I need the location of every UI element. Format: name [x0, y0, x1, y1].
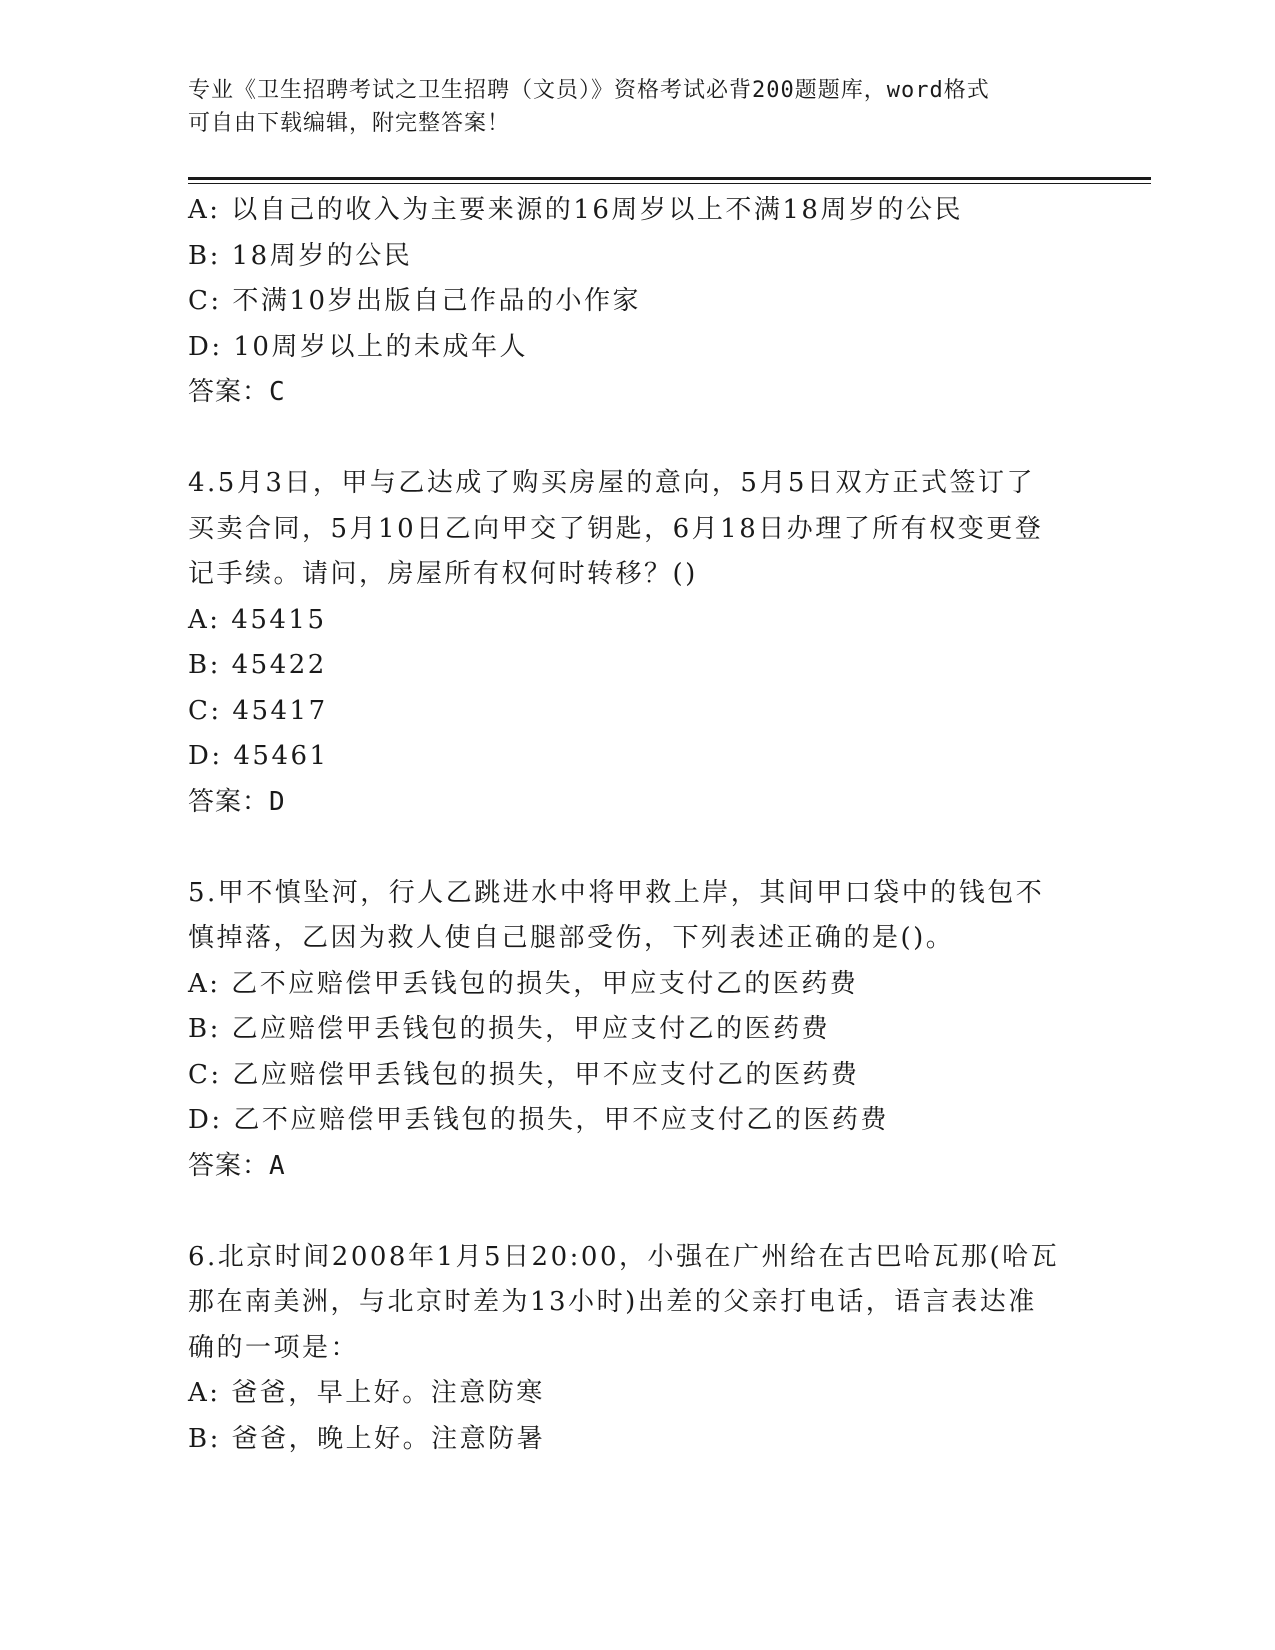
option-c: C: 不满10岁出版自己作品的小作家: [188, 286, 642, 316]
spacer: [188, 825, 1128, 871]
header-title-line-2: 可自由下载编辑，附完整答案！: [188, 111, 511, 136]
spacer: [188, 1189, 1128, 1235]
header-divider-thick: [188, 177, 1151, 180]
question-4: [188, 461, 1128, 825]
question-stem-line: 买卖合同，5月10日乙向甲交了钥匙，6月18日办理了所有权变更登: [188, 513, 1044, 544]
header-title-line-1: 专业《卫生招聘考试之卫生招聘（文员）》资格考试必背200题题库，word格式: [188, 78, 990, 103]
question-stem-line: 那在南美洲，与北京时差为13小时)出差的父亲打电话，语言表达准: [188, 1287, 1037, 1317]
question-stem-line: 6.北京时间2008年1月5日20:00，小强在广州给在古巴哈瓦那(哈瓦: [188, 1241, 1060, 1272]
answer-line: 答案：D: [188, 786, 286, 817]
option-a: A: 45415: [188, 604, 327, 635]
spacer: [188, 416, 1128, 462]
header-divider-thin: [188, 183, 1151, 184]
option-a: A: 乙不应赔偿甲丢钱包的损失，甲应支付乙的医药费: [188, 968, 859, 999]
option-b: B: 18周岁的公民: [188, 240, 413, 271]
option-c: C: 乙应赔偿甲丢钱包的损失，甲不应支付乙的医药费: [188, 1059, 860, 1090]
question-list: [188, 188, 1128, 1462]
option-a: A: 爸爸，早上好。注意防寒: [188, 1378, 545, 1408]
question-stem-line: 4.5月3日，甲与乙达成了购买房屋的意向，5月5日双方正式签订了: [188, 468, 1035, 498]
answer-line: 答案：C: [188, 377, 286, 407]
option-d: D: 10周岁以上的未成年人: [188, 331, 528, 362]
option-c: C: 45417: [188, 695, 328, 726]
question-stem-line: 5.甲不慎坠河，行人乙跳进水中将甲救上岸，其间甲口袋中的钱包不: [188, 877, 1045, 908]
option-b: B: 乙应赔偿甲丢钱包的损失，甲应支付乙的医药费: [188, 1014, 831, 1044]
question-6: [188, 1235, 1128, 1463]
question-stem-line: 记手续。请问，房屋所有权何时转移？(): [188, 559, 698, 589]
option-b: B: 45422: [188, 650, 327, 680]
question-3-continued: [188, 188, 1128, 416]
question-stem-line: 慎掉落，乙因为救人使自己腿部受伤，下列表述正确的是()。: [188, 923, 955, 953]
option-d: D: 乙不应赔偿甲丢钱包的损失，甲不应支付乙的医药费: [188, 1105, 889, 1135]
question-stem-line: 确的一项是：: [188, 1332, 360, 1363]
option-a: A: 以自己的收入为主要来源的16周岁以上不满18周岁的公民: [188, 195, 963, 225]
option-d: D: 45461: [188, 741, 329, 771]
answer-line: 答案：A: [188, 1150, 286, 1181]
question-5: [188, 871, 1128, 1190]
option-b: B: 爸爸，晚上好。注意防暑: [188, 1423, 546, 1454]
document-header: [188, 74, 1088, 140]
